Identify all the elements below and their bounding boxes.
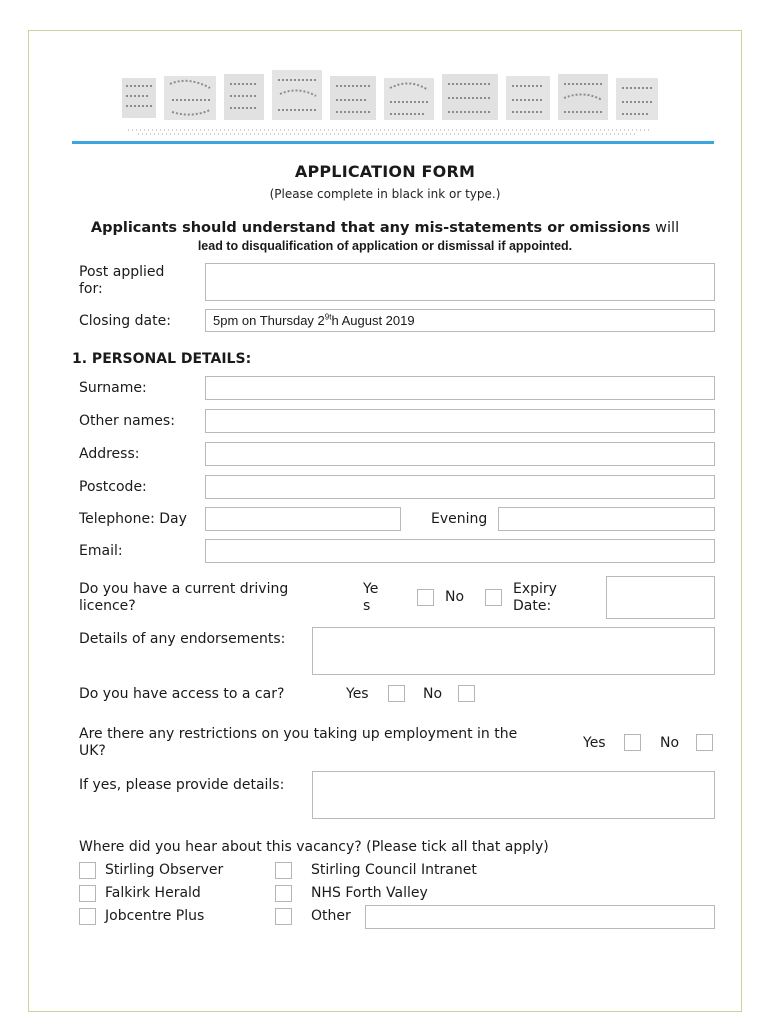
car-question: Do you have access to a car? <box>79 686 285 702</box>
restrictions-question <box>79 726 517 760</box>
restrictions-yes-label: Yes <box>583 735 606 751</box>
restrictions-line-2: UK? <box>79 743 106 759</box>
falkirk-herald-label: Falkirk Herald <box>105 885 201 901</box>
closing-date-text: 5pm on Thursday 2 <box>213 313 325 328</box>
council-intranet-label: Stirling Council Intranet <box>311 862 477 878</box>
licence-question-line-2: licence? <box>79 598 136 614</box>
restrictions-no-checkbox[interactable] <box>696 734 713 751</box>
telephone-evening-label: Evening <box>431 511 488 527</box>
header-rule <box>72 141 714 144</box>
licence-yes-checkbox[interactable] <box>417 589 434 606</box>
organisation-logo <box>118 66 662 138</box>
vacancy-source-question: Where did you hear about this vacancy? (Please tick all that apply) <box>79 839 549 855</box>
surname-label: Surname: <box>79 380 147 396</box>
email-label: Email: <box>79 543 123 559</box>
falkirk-herald-checkbox[interactable] <box>79 885 96 902</box>
restrictions-details-field[interactable] <box>312 771 715 819</box>
closing-date-text-end: h August 2019 <box>331 313 415 328</box>
car-yes-label: Yes <box>346 686 369 702</box>
other-source-checkbox[interactable] <box>275 908 292 925</box>
expiry-date-label <box>513 581 557 615</box>
warning-bold: Applicants should understand that any mis-statements or omissions <box>90 220 651 236</box>
other-source-label: Other <box>311 908 351 924</box>
endorsements-label: Details of any endorsements: <box>79 631 286 647</box>
stirling-observer-checkbox[interactable] <box>79 862 96 879</box>
other-names-field[interactable] <box>205 409 715 433</box>
licence-question-line-1: Do you have a current driving <box>79 581 289 597</box>
postcode-field[interactable] <box>205 475 715 499</box>
other-source-field[interactable] <box>365 905 715 929</box>
jobcentre-plus-label: Jobcentre Plus <box>105 908 205 924</box>
post-applied-label <box>79 264 164 298</box>
telephone-evening-field[interactable] <box>498 507 715 531</box>
licence-no-checkbox[interactable] <box>485 589 502 606</box>
licence-yes-line-1: Ye <box>363 581 379 597</box>
personal-details-heading: 1. PERSONAL DETAILS: <box>72 351 252 367</box>
nhs-forth-valley-label: NHS Forth Valley <box>311 885 428 901</box>
car-yes-checkbox[interactable] <box>388 685 405 702</box>
other-names-label: Other names: <box>79 413 175 429</box>
warning-line-1 <box>0 220 770 236</box>
warning-line-2: lead to disqualification of application or dismissal if appointed. <box>197 239 573 253</box>
restrictions-no-label: No <box>660 735 680 751</box>
stirling-observer-label: Stirling Observer <box>105 862 224 878</box>
closing-date-label: Closing date: <box>79 313 171 329</box>
car-no-label: No <box>423 686 443 702</box>
council-intranet-checkbox[interactable] <box>275 862 292 879</box>
endorsements-field[interactable] <box>312 627 715 675</box>
closing-date-superscript: 9t <box>324 312 332 322</box>
address-field[interactable] <box>205 442 715 466</box>
expiry-date-field[interactable] <box>606 576 715 619</box>
restrictions-details-label: If yes, please provide details: <box>79 777 285 793</box>
restrictions-yes-checkbox[interactable] <box>624 734 641 751</box>
postcode-label: Postcode: <box>79 479 147 495</box>
post-label-line-1: Post applied <box>79 264 165 280</box>
form-title: APPLICATION FORM <box>294 162 476 181</box>
address-label: Address: <box>79 446 140 462</box>
post-label-line-2: for: <box>79 281 103 297</box>
expiry-line-2: Date: <box>513 598 552 614</box>
post-applied-field[interactable] <box>205 263 715 301</box>
closing-date-field[interactable] <box>205 309 715 332</box>
nhs-forth-valley-checkbox[interactable] <box>275 885 292 902</box>
licence-yes-label <box>363 581 378 615</box>
licence-question <box>79 581 288 615</box>
expiry-line-1: Expiry <box>513 581 557 597</box>
telephone-day-field[interactable] <box>205 507 401 531</box>
form-subtitle: (Please complete in black ink or type.) <box>269 187 501 201</box>
telephone-day-label: Telephone: Day <box>79 511 187 527</box>
surname-field[interactable] <box>205 376 715 400</box>
licence-yes-line-2: s <box>363 598 371 614</box>
licence-no-label: No <box>445 589 465 605</box>
warning-light: will <box>650 220 680 236</box>
email-field[interactable] <box>205 539 715 563</box>
restrictions-line-1: Are there any restrictions on you taking up employment in the <box>79 726 518 742</box>
jobcentre-plus-checkbox[interactable] <box>79 908 96 925</box>
car-no-checkbox[interactable] <box>458 685 475 702</box>
